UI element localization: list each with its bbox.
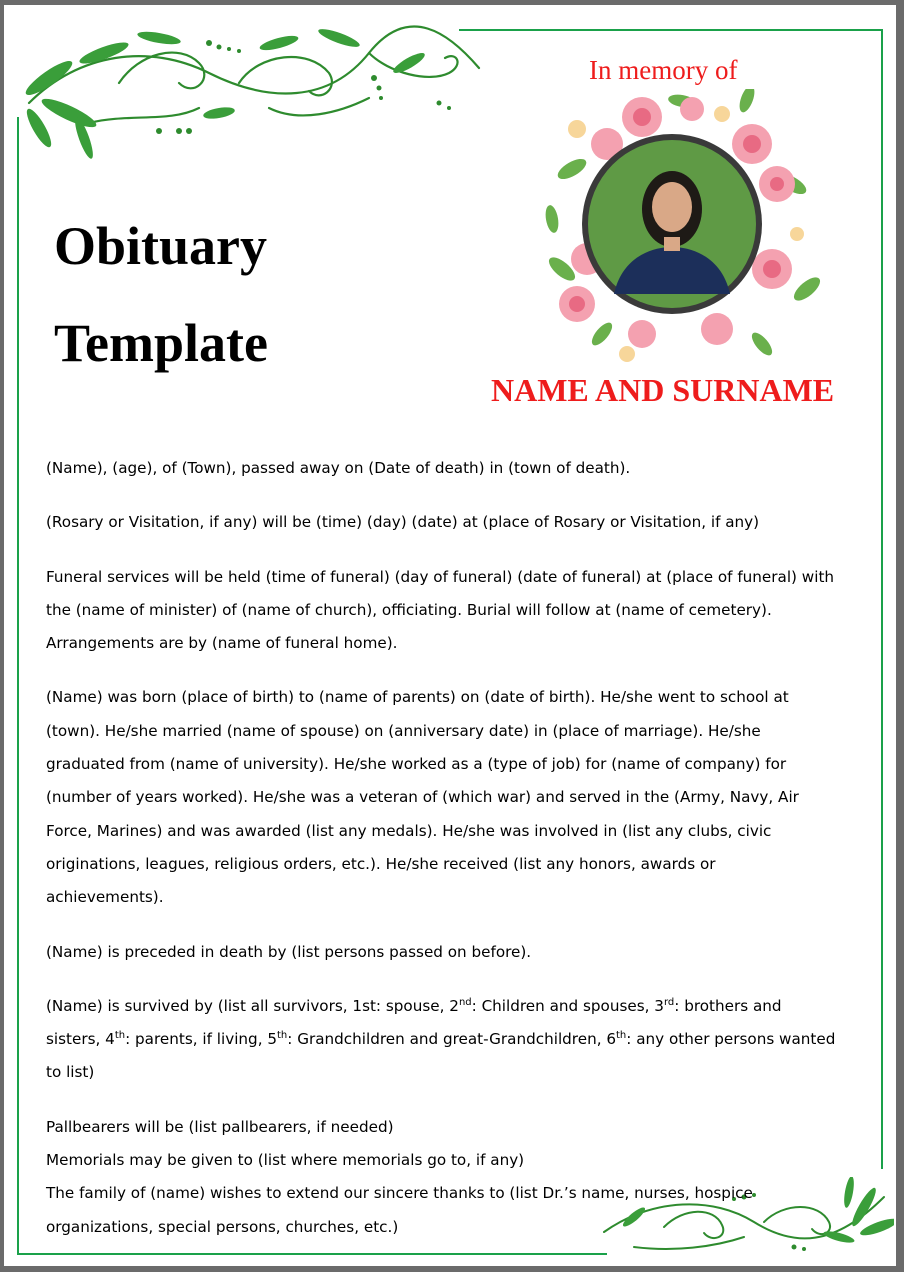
obituary-page — [4, 5, 896, 1266]
border-left — [17, 117, 19, 1255]
paragraph-death: (Name), (age), of (Town), passed away on (Date of death) in (town of death). — [46, 459, 631, 477]
paragraph-preceded: (Name) is preceded in death by (list persons passed on before). — [46, 942, 532, 961]
deceased-name: NAME AND SURNAME — [491, 372, 835, 408]
page-title-line2: Template — [54, 313, 268, 373]
paragraph-memorials: Memorials may be given to (list where memorials go to, if any) — [46, 1151, 525, 1170]
paragraph-survivors: (Name) is survived by (list all survivors, 1st: spouse, 2nd: Children and spouses, 3rd: brothers and sisters, 4th: parents, if living, 5th: Grandchildren and great-Grandchildren, 6th: any other persons wanted to list) — [46, 996, 836, 1082]
paragraph-pallbearers: Pallbearers will be (list pallbearers, if needed) — [46, 1117, 394, 1136]
border-top — [459, 29, 883, 31]
border-right — [881, 29, 883, 1169]
paragraph-funeral: Funeral services will be held (time of funeral) (day of funeral) (date of funeral) at (place of funeral) with the (name of minister) of (name of church), officiating. Burial will follow at (name of cemetery). Arrangements are by (name of funeral home). — [46, 567, 835, 653]
obituary-body — [46, 452, 836, 1244]
page-title-line1: Obituary — [54, 216, 268, 276]
flower-wreath-icon — [532, 89, 822, 369]
floral-swirl-icon — [9, 13, 499, 163]
paragraph-visitation: (Rosary or Visitation, if any) will be (time) (day) (date) at (place of Rosary or Visitation, if any) — [46, 513, 760, 532]
border-bottom — [17, 1253, 607, 1255]
paragraph-thanks: The family of (name) wishes to extend our sincere thanks to (list Dr.’s name, nurses, hospice organizations, special persons, churches, etc.) — [46, 1184, 753, 1236]
memory-label: In memory of — [589, 55, 738, 85]
paragraph-biography: (Name) was born (place of birth) to (name of parents) on (date of birth). He/she went to school at (town). He/she married (name of spouse) on (anniversary date) in (place of marriage). He/she graduated from (name of university). He/she worked as a (type of job) for (name of company) for (number of years worked). He/she was a veteran of (which war) and served in the (Army, Navy, Air Force, Marines) and was awarded (list any medals). He/she was involved in (list any clubs, civic originations, leagues, religious orders, etc.). He/she received (list any honors, awards or achievements). — [46, 688, 799, 907]
